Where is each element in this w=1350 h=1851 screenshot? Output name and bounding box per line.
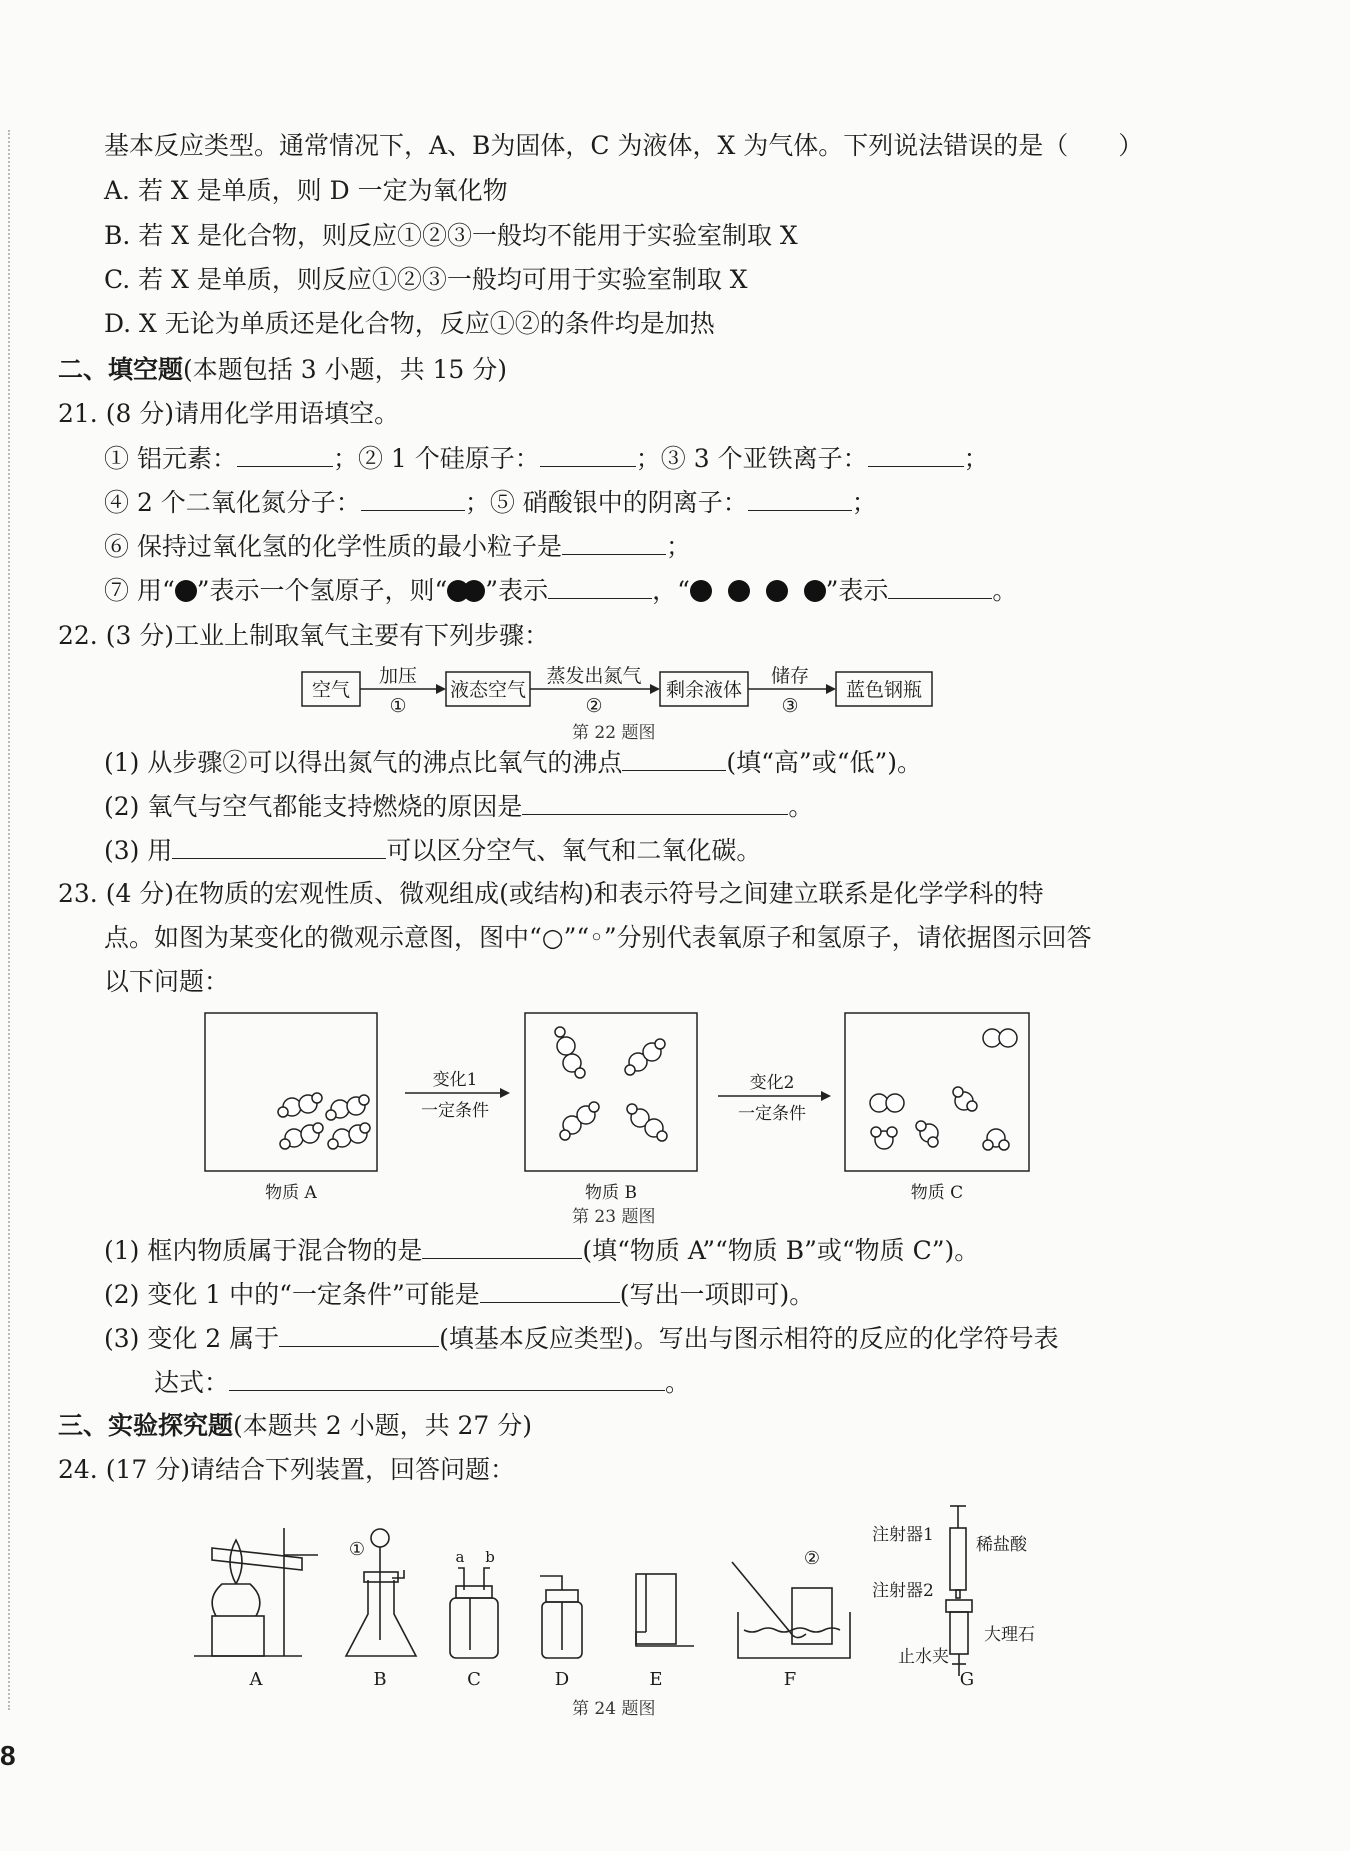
section3-title: 三、实验探究题 xyxy=(58,1411,234,1440)
flow-arrow1-top: 加压 xyxy=(378,665,418,687)
page-number: 8 xyxy=(0,1740,16,1771)
apparatus-label-a: A xyxy=(249,1669,263,1690)
change1-top: 变化1 xyxy=(432,1070,478,1090)
q23-sub3-end: (填基本反应类型)。写出与图示相符的反应的化学符号表 xyxy=(439,1324,1059,1353)
label-substance-a: 物质 A xyxy=(265,1183,317,1203)
flow-box4-label: 蓝色钢瓶 xyxy=(845,679,923,701)
apparatus-label-d: D xyxy=(554,1669,570,1690)
flow-arrow1-bottom: ① xyxy=(389,695,407,717)
apparatus-f xyxy=(732,1562,850,1658)
q23-sub2-text: (2) 变化 1 中的“一定条件”可能是 xyxy=(104,1280,480,1309)
q20-stem-tail: 基本反应类型。通常情况下，A、B为固体，C 为液体，X 为气体。下列说法错误的是（ ） xyxy=(104,131,1144,160)
apparatus-c xyxy=(450,1568,498,1658)
q23-sub1-end: (填“物质 A”“物质 B”或“物质 C”)。 xyxy=(582,1236,980,1265)
q22-sub1-end: (填“高”或“低”)。 xyxy=(726,748,923,777)
q21-item2: ；② 1 个硅原子： xyxy=(332,444,540,473)
q21-item7-end: 。 xyxy=(992,576,1018,605)
q21-item7e: ”表示 xyxy=(825,576,889,605)
section3-note: (本题共 2 小题，共 27 分) xyxy=(233,1411,533,1440)
q23-caption: 第 23 题图 xyxy=(572,1207,656,1227)
change2-top: 变化2 xyxy=(749,1073,795,1093)
apparatus-d xyxy=(540,1576,582,1658)
q20-option-b: B. 若 X 是化合物，则反应①②③一般均不能用于实验室制取 X xyxy=(104,221,798,250)
q23-sub3-line2-end: 。 xyxy=(665,1368,691,1397)
q21-item7c: ”表示 xyxy=(485,576,549,605)
label-syringe-1: 注射器1 xyxy=(872,1525,934,1545)
flow-arrow3-top: 储存 xyxy=(770,665,810,687)
q22-sub3-text: (3) 用 xyxy=(104,836,173,865)
flow-box2-label: 液态空气 xyxy=(449,679,527,701)
q20-option-c: C. 若 X 是单质，则反应①②③一般均可用于实验室制取 X xyxy=(104,265,748,294)
label-clip: 止水夹 xyxy=(898,1647,949,1667)
apparatus-label-g: G xyxy=(959,1669,975,1690)
q21-item3-end: ； xyxy=(963,444,989,473)
label-marble: 大理石 xyxy=(984,1625,1035,1645)
q20-option-a: A. 若 X 是单质，则 D 一定为氧化物 xyxy=(104,176,508,205)
apparatus-mark-2: ② xyxy=(803,1548,821,1569)
q22-sub2-text: (2) 氧气与空气都能支持燃烧的原因是 xyxy=(104,792,523,821)
q24-caption: 第 24 题图 xyxy=(572,1699,656,1719)
q21-item4: ④ 2 个二氧化氮分子： xyxy=(104,488,361,517)
apparatus-a xyxy=(194,1528,318,1656)
q23-stem-line3: 以下问题： xyxy=(104,967,230,996)
label-dilute-hcl: 稀盐酸 xyxy=(976,1535,1027,1555)
apparatus-port-a: a xyxy=(455,1548,465,1566)
q23-sub3-text: (3) 变化 2 属于 xyxy=(104,1324,280,1353)
q23-sub2-end: (写出一项即可)。 xyxy=(619,1280,815,1309)
q23-sub1-text: (1) 框内物质属于混合物的是 xyxy=(104,1236,423,1265)
q24-stem: 24. (17 分)请结合下列装置，回答问题： xyxy=(58,1455,515,1484)
flow-arrow3-bottom: ③ xyxy=(781,695,799,717)
q21-stem: 21. (8 分)请用化学用语填空。 xyxy=(58,399,400,428)
flow-box1-label: 空气 xyxy=(311,679,351,701)
label-substance-b: 物质 B xyxy=(585,1183,637,1203)
section2-title: 二、填空题 xyxy=(58,355,184,384)
apparatus-label-b: B xyxy=(373,1669,387,1690)
q21-item3: ；③ 3 个亚铁离子： xyxy=(635,444,868,473)
apparatus-label-c: C xyxy=(467,1669,481,1690)
apparatus-label-e: E xyxy=(649,1669,663,1690)
section2-note: (本题包括 3 小题，共 15 分) xyxy=(183,355,508,384)
q21-item5: ；⑤ 硝酸银中的阴离子： xyxy=(464,488,748,517)
q21-item1: ① 铝元素： xyxy=(104,444,237,473)
change1-bottom: 一定条件 xyxy=(421,1101,489,1121)
change2-bottom: 一定条件 xyxy=(738,1104,806,1124)
apparatus-mark-1: ① xyxy=(348,1539,366,1560)
apparatus-g xyxy=(946,1506,972,1676)
q22-stem: 22. (3 分)工业上制取氧气主要有下列步骤： xyxy=(58,621,550,650)
q21-item7a: ⑦ 用“ xyxy=(104,576,175,605)
label-substance-c: 物质 C xyxy=(910,1183,964,1203)
flow-box3-label: 剩余液体 xyxy=(665,679,743,701)
apparatus-label-f: F xyxy=(783,1669,797,1690)
q21-item5-end: ； xyxy=(851,488,877,517)
q20-option-d: D. X 无论为单质还是化合物，反应①②的条件均是加热 xyxy=(104,309,715,338)
q23-sub3-line2-text: 达式： xyxy=(154,1368,230,1397)
q23-stem-line1: 23. (4 分)在物质的宏观性质、微观组成(或结构)和表示符号之间建立联系是化学学科的特 xyxy=(58,879,1044,908)
q22-sub2-end: 。 xyxy=(788,792,814,821)
flow-arrow2-bottom: ② xyxy=(585,695,603,717)
q22-sub1-text: (1) 从步骤②可以得出氮气的沸点比氧气的沸点 xyxy=(104,748,623,777)
q21-item6-end: ； xyxy=(665,532,691,561)
apparatus-e xyxy=(636,1574,694,1646)
q22-sub3-end: 可以区分空气、氧气和二氧化碳。 xyxy=(386,836,762,865)
q23-stem-line2: 点。如图为某变化的微观示意图，图中“○”“◦”分别代表氧原子和氢原子，请依据图示回答 xyxy=(104,923,1092,952)
q21-item7b: ”表示一个氢原子，则“ xyxy=(196,576,448,605)
apparatus-port-b: b xyxy=(485,1548,495,1566)
label-syringe-2: 注射器2 xyxy=(872,1581,934,1601)
q22-caption: 第 22 题图 xyxy=(572,723,656,743)
flow-arrow2-top: 蒸发出氮气 xyxy=(546,665,642,687)
q21-item6: ⑥ 保持过氧化氢的化学性质的最小粒子是 xyxy=(104,532,562,561)
q21-item7d: ，“ xyxy=(652,576,690,605)
